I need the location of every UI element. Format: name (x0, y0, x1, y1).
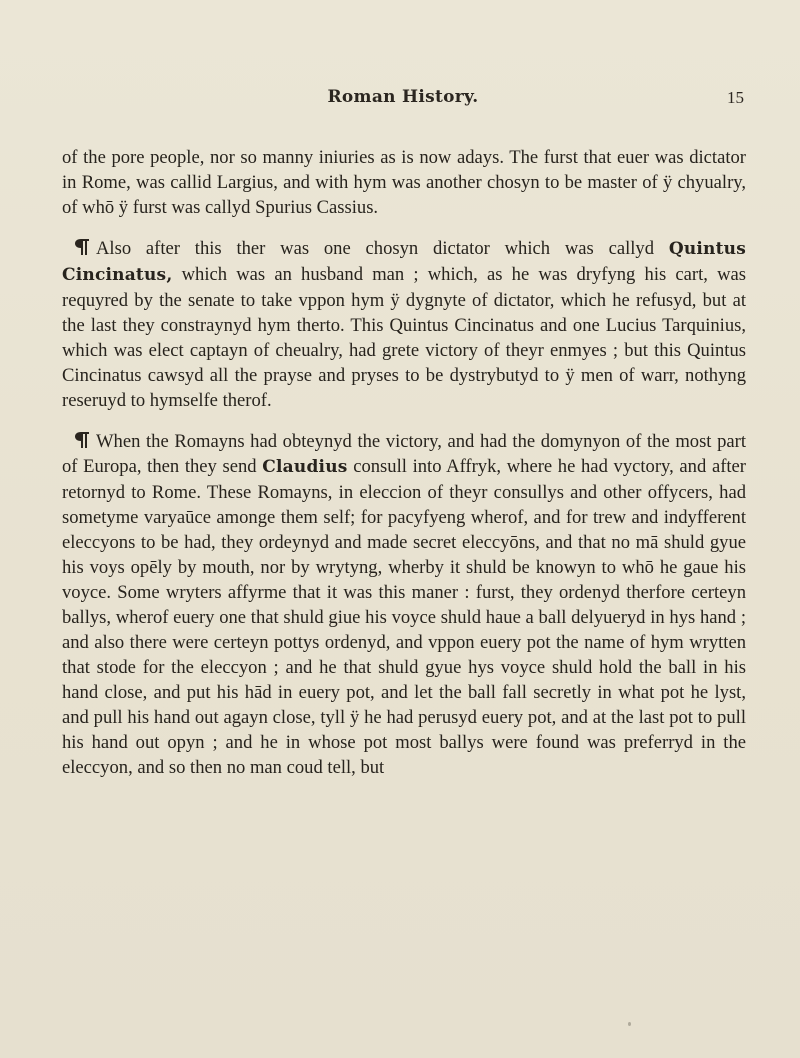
name-quintus-cincinatus: Quintus Cincinatus, (62, 239, 746, 285)
pilcrow-icon (74, 238, 90, 256)
paragraph-3-before: When the Romayns had obteynyd the victory, and had the domynyon of the most part of Europa, then they send (62, 431, 746, 477)
body-text (62, 145, 746, 780)
pilcrow-icon (74, 431, 90, 449)
paragraph-2-before: Also after this ther was one chosyn dictator which was callyd (96, 238, 655, 259)
page-number: 15 (727, 88, 744, 107)
name-claudius: Claudius (262, 457, 348, 477)
ink-smudge (628, 1022, 631, 1026)
paragraph-2 (62, 236, 746, 413)
running-title: Roman History. (327, 87, 479, 107)
paragraph-1-text: of the pore people, nor so manny iniuries as is now adays. The furst that euer was dictator in Rome, was callid Largius, and with hym was another chosyn to be master of ÿ chyualry, of whō ÿ furst was callyd Spurius Cassius. (62, 147, 746, 218)
paragraph-3 (62, 429, 746, 780)
page-header (62, 87, 744, 117)
paragraph-1 (62, 145, 746, 220)
paragraph-2-after: which was an husband man ; which, as he was dryfyng his cart, was requyred by the senate to take vppon hym ÿ dygnyte of dictator, which he refusyd, but at the last they constraynyd hym therto. This Quintus Cincinatus and one Lucius Tarquinius, which was elect captayn of cheualry, had grete victory of theyr enmyes ; but this Quintus Cincinatus cawsyd all the prayse and pryses to be dystrybutyd to ÿ men of warr, nothyng reseruyd to hymselfe therof. (62, 264, 746, 411)
paragraph-3-after: consull into Affryk, where he had vyctory, and after retornyd to Rome. These Romayns, in eleccion of theyr consullys and other offycers, had sometyme varyaūce amonge them self; for pacyfyeng wherof, and for trew and indyfferent eleccyons to be had, they ordeynyd and made secret eleccyōns, and that no mā shuld gyue his voys opēly by mouth, nor by wrytyng, wherby it shuld be knowyn to whō he gaue his voyce. Some wryters affyrme that it was this maner : furst, they ordenyd therfore certeyn ballys, wherof euery one that shuld giue his voyce shuld haue a ball delyueryd in hys hand ; and also there were certeyn pottys ordenyd, and vppon euery pot the name of hym wrytten that stode for the eleccyon ; and he that shuld gyue hys voyce shuld hold the ball in his hand close, and put his hād in euery pot, and let the ball fall secretly in what pot he lyst, and pull his hand out agayn close, tyll ÿ he had perusyd euery pot, and at the last pot to pull his hand out opyn ; and he in whose pot most ballys were found was preferryd in the eleccyon, and so then no man coud tell, but (62, 456, 746, 778)
